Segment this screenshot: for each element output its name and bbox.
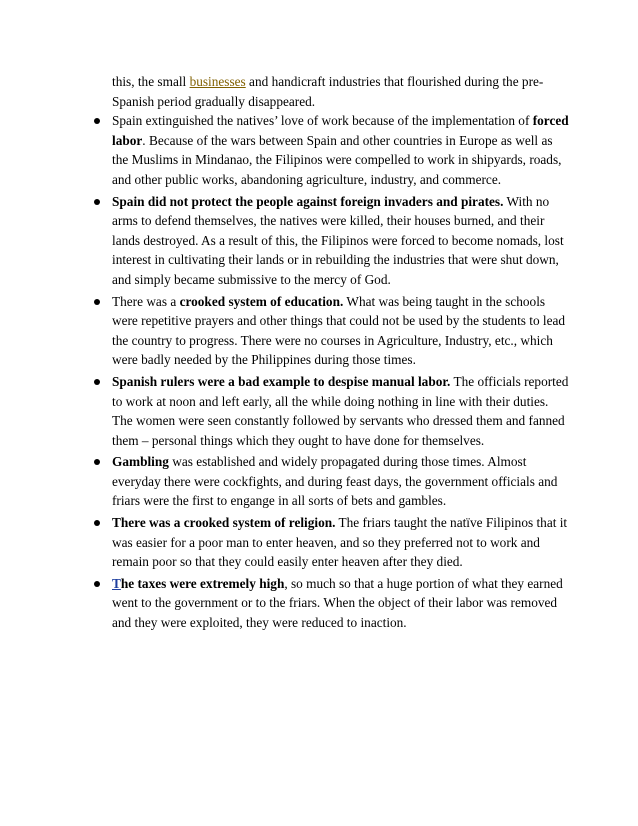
item-text: The officials reported to work at noon and left early, all the while doing nothing in line with their duties. The women were seen constantly followed by servants who dressed them and fanned them – personal things which they ought to have done for themselves.: [112, 373, 569, 448]
list-item: [112, 574, 570, 633]
bullet-list: [112, 111, 570, 632]
item-bold: forced labor: [112, 113, 569, 148]
list-item: [112, 292, 570, 370]
businesses-link[interactable]: businesses: [189, 74, 246, 89]
item-bold: he taxes were extremely high: [120, 575, 285, 591]
item-text: . Because of the wars between Spain and other countries in Europe as well as the Muslims in Mindanao, the Filipinos were compelled to work in shipyards, roads, and other public works, abandoning agriculture, industry, and commerce.: [112, 132, 562, 187]
list-item: [112, 111, 570, 189]
item-bold: There was a crooked system of religion.: [112, 515, 336, 531]
item-text: The friars taught the natïve Filipinos that it was easier for a poor man to enter heaven, and so they preferred not to work and remain poor so that they could easily enter heaven after they died.: [112, 515, 568, 570]
bullet-icon: [94, 520, 100, 526]
item-text: Spain extinguished the natives’ love of work because of the implementation of: [112, 113, 533, 129]
continuation-paragraph: [112, 72, 570, 111]
bullet-icon: [94, 118, 100, 124]
item-text: was established and widely propagated during those times. Almost everyday there were cockfights, and during feast days, the government officials and friars were the first to engange in all sorts of bets and gambles.: [112, 454, 558, 509]
item-bold: Spain did not protect the people against foreign invaders and pirates.: [112, 193, 504, 209]
bullet-icon: [94, 459, 100, 465]
highlighted-first-letter[interactable]: T: [112, 575, 121, 591]
bullet-icon: [94, 299, 100, 305]
item-bold: Spanish rulers were a bad example to despise manual labor.: [112, 373, 451, 389]
item-bold: crooked system of education.: [179, 293, 344, 309]
intro-prefix: this, the small: [112, 74, 190, 89]
list-item: [112, 192, 570, 290]
intro-suffix: and handicraft industries that flourished during the pre-Spanish period gradually disappeared.: [112, 74, 544, 109]
list-item: [112, 513, 570, 572]
item-text: , so much so that a huge portion of what they earned went to the government or to the friars. When the object of their labor was removed and they were exploited, they were reduced to inaction.: [112, 575, 563, 631]
list-item: [112, 452, 570, 511]
bullet-icon: [94, 379, 100, 385]
item-text: What was being taught in the schools were repetitive prayers and other things that could not be used by the students to lead the country to progress. There were no courses in Agriculture, Industry, etc., which were badly needed by the Philippines during those times.: [112, 293, 566, 368]
item-text: There was a: [112, 293, 180, 309]
bullet-icon: [94, 581, 100, 587]
item-bold: Gambling: [112, 454, 169, 470]
document-body: [112, 72, 570, 635]
item-text: With no arms to defend themselves, the natives were killed, their houses burned, and their lands destroyed. As a result of this, the Filipinos were forced to become nomads, lost interest in cultivating their lands or in rebuilding the industries that were shut down, and simply became submissive to the mercy of God.: [112, 193, 564, 287]
list-item: [112, 372, 570, 450]
bullet-icon: [94, 199, 100, 205]
